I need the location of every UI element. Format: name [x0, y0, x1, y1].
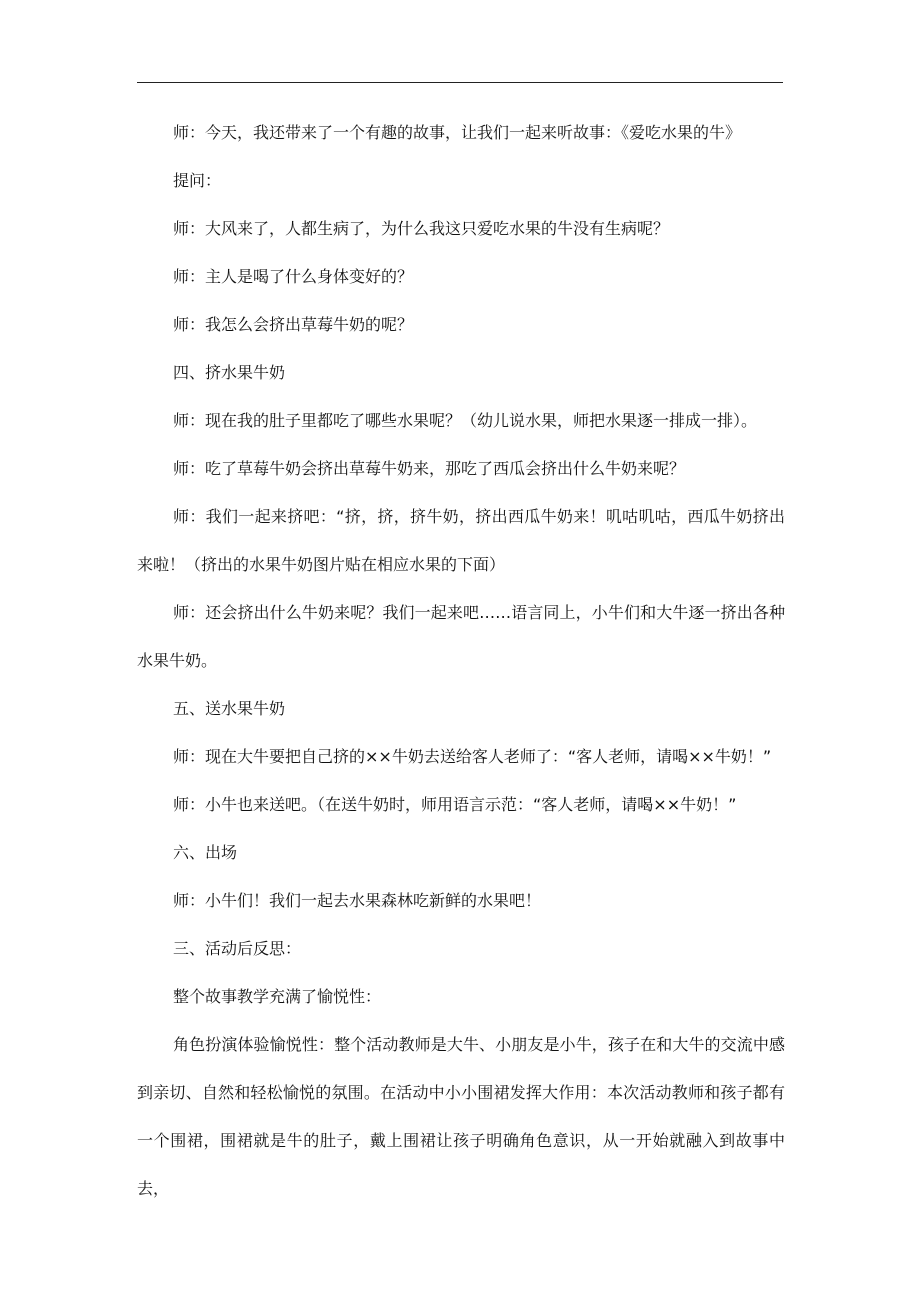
header-rule — [137, 82, 783, 83]
paragraph-fruit-in-belly: 师：现在我的肚子里都吃了哪些水果呢？（幼儿说水果，师把水果逐一排成一排）。 — [173, 411, 758, 430]
section-heading-squeeze-milk: 四、挤水果牛奶 — [173, 363, 286, 382]
paragraph-watermelon-question: 师：吃了草莓牛奶会挤出草莓牛奶来，那吃了西瓜会挤出什么牛奶来呢？ — [173, 459, 686, 478]
section-heading-deliver-milk: 五、送水果牛奶 — [173, 699, 286, 718]
paragraph-question-1: 师：大风来了，人都生病了，为什么我这只爱吃水果的牛没有生病呢？ — [173, 219, 670, 238]
paragraph-deliver-big-cow: 师：现在大牛要把自己挤的××牛奶去送给客人老师了：“客人老师，请喝××牛奶！” — [173, 747, 772, 766]
paragraph-exit: 师：小牛们！我们一起去水果森林吃新鲜的水果吧！ — [173, 891, 542, 910]
paragraph-question-2: 师：主人是喝了什么身体变好的？ — [173, 267, 414, 286]
paragraph-more-milk: 师：还会挤出什么牛奶来呢？我们一起来吧……语言同上，小牛们和大牛逐一挤出各种水果牛奶。 — [137, 603, 785, 670]
paragraph-reflection-intro: 整个故事教学充满了愉悦性： — [173, 987, 382, 1006]
paragraph-squeeze-chant: 师：我们一起来挤吧：“挤，挤，挤牛奶，挤出西瓜牛奶来！叽咕叽咕，西瓜牛奶挤出来啦！（挤出的水果牛奶图片贴在相应水果的下面） — [137, 507, 785, 574]
paragraph-question-3: 师：我怎么会挤出草莓牛奶的呢？ — [173, 315, 414, 334]
paragraph-story-intro: 师：今天，我还带来了一个有趣的故事，让我们一起来听故事：《爱吃水果的牛》 — [173, 123, 742, 142]
paragraph-question-label: 提问： — [173, 171, 222, 190]
section-heading-exit: 六、出场 — [173, 843, 238, 862]
section-heading-reflection: 三、活动后反思： — [173, 939, 302, 958]
paragraph-deliver-small-cow: 师：小牛也来送吧。（在送牛奶时，师用语言示范：“客人老师，请喝××牛奶！” — [173, 795, 737, 814]
document-body — [137, 121, 785, 1225]
paragraph-role-play: 角色扮演体验愉悦性：整个活动教师是大牛、小朋友是小牛，孩子在和大牛的交流中感到亲切、自然和轻松愉悦的氛围。在活动中小小围裙发挥大作用：本次活动教师和孩子都有一个围裙，围裙就是牛的肚子，戴上围裙让孩子明确角色意识，从一开始就融入到故事中去， — [137, 1035, 785, 1198]
